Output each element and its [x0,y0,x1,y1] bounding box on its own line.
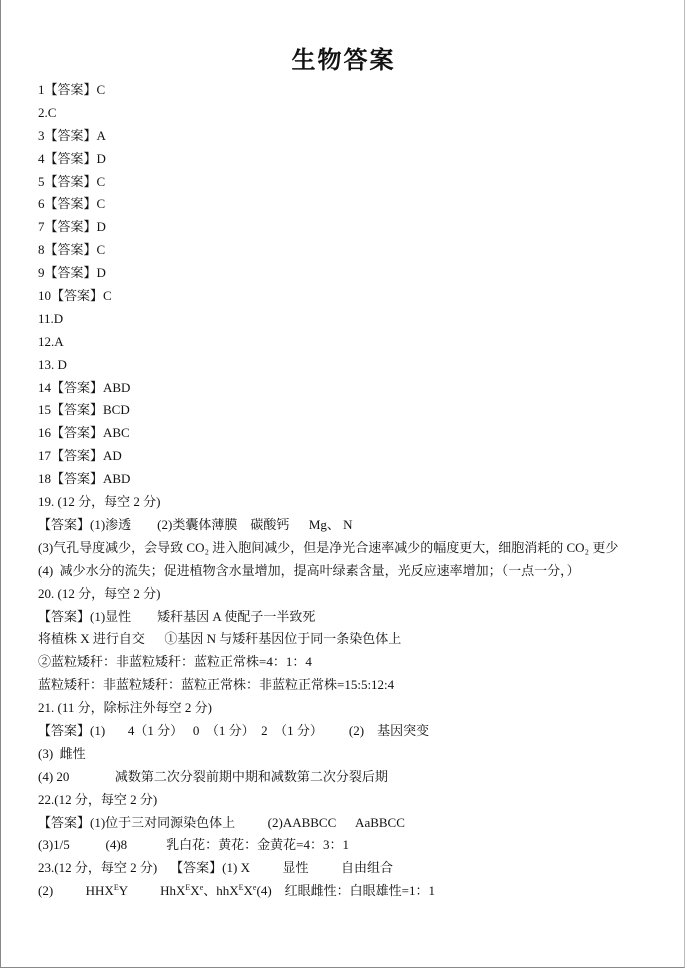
answer-line-1: 1【答案】C [38,82,106,97]
q22-answer-1-2: 【答案】(1)位于三对同源染色体上 (2)AABBCC AaBBCC [38,814,405,830]
q20-answer-2: 将植株 X 进行自交 ①基因 N 与矮秆基因位于同一条染色体上 [38,631,402,647]
answer-line-8: 8【答案】C [38,242,106,258]
q23-sup-E3: E [238,883,244,893]
q20-answer-1: 【答案】(1)显性 矮秆基因 A 使配子一半致死 [38,608,316,624]
q23-genotype-y: Y HhX [118,883,186,899]
answer-line-6: 6【答案】C [38,196,106,212]
answer-line-5: 5【答案】C [38,173,106,189]
answer-line-14: 14【答案】ABD [38,379,131,395]
q20-header: 20. (12 分，每空 2 分) [38,585,161,601]
q23-header-answer-1: 23.(12 分，每空 2 分) 【答案】(1) X 显性 自由组合 [38,860,393,876]
answer-line-12: 12.A [38,333,64,349]
answer-line-13: 13. D [38,356,67,372]
answer-line-2: 2.C [38,104,57,120]
q19-answer-1-2: 【答案】(1)渗透 (2)类囊体薄膜 碳酸钙 Mg、 N [38,516,353,532]
q23-sup-E1: E [113,883,119,893]
q23-sup-e2: e [252,883,257,893]
q23-answer-4: (4) 红眼雌性：白眼雄性=1：1 [256,883,435,899]
q23-genotype-prefix: (2) HHX [38,883,114,899]
q23-sup-e1: e [199,883,204,893]
q23-genotype-x1: X [190,883,200,899]
answer-line-4: 4【答案】D [38,150,106,166]
answer-line-9: 9【答案】D [38,265,106,281]
q21-answer-3: (3) 雌性 [38,745,86,761]
answer-line-11: 11.D [38,310,64,326]
answer-line-16: 16【答案】ABC [38,425,130,441]
q20-answer-3: ②蓝粒矮秆：非蓝粒矮秆：蓝粒正常株=4：1：4 [38,654,312,670]
q22-answer-3-4: (3)1/5 (4)8 乳白花：黄花：金黄花=4：3：1 [38,837,350,853]
q23-genotype-x2: X [243,883,253,899]
q23-sup-E2: E [185,883,191,893]
answer-content [38,79,660,903]
q23-genotype-sep: 、hhX [203,883,239,899]
page-title: 生物答案 [291,46,396,74]
q20-answer-4: 蓝粒矮秆：非蓝粒矮秆：蓝粒正常株：非蓝粒正常株=15:5:12:4 [38,677,395,693]
q19-answer-4: (4) 减少水分的流失；促进植物含水量增加，提高叶绿素含量，光反应速率增加；（一点一分，） [38,562,580,578]
q21-answer-4: (4) 20 减数第二次分裂前期中期和减数第二次分裂后期 [38,768,388,784]
q21-header: 21. (11 分，除标注外每空 2 分) [38,700,212,716]
q19-header: 19. (12 分，每空 2 分) [38,494,161,510]
answer-line-10: 10【答案】C [38,288,112,304]
answer-line-3: 3【答案】A [38,127,106,143]
answer-line-15: 15【答案】BCD [38,402,130,418]
answer-line-17: 17【答案】AD [38,448,122,464]
q21-answer-1-2: 【答案】(1) 4（1 分） 0 （1 分） 2 （1 分） (2) 基因突变 [38,722,430,738]
q22-header: 22.(12 分，每空 2 分) [38,791,158,807]
answer-line-18: 18【答案】ABD [38,471,131,487]
answer-line-7: 7【答案】D [38,219,106,235]
q19-answer-3: (3)气孔导度减少，会导致 CO₂ 进入胞间减少，但是净光合速率减少的幅度更大，细胞消耗的 CO₂ 更少 [38,539,619,555]
q23-answer-2-4 [38,880,660,903]
